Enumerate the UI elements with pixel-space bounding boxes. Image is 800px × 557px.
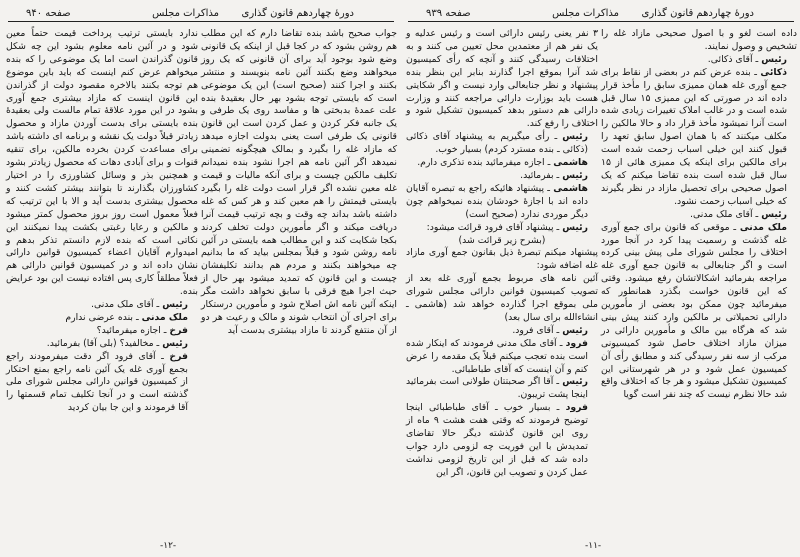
paragraph-text: بنده عرض کنم در بعضی از نقاط برای جمع آوری غله همان ممیزی سابق را مأخذ قرار داده اند در صورتی که این ممیزی ۱۵ سال قبل شده است و در غالب املاک تغییرات زیادی شده است آنرا نمیشود مأخذ قرار داد و حالا مالکین را مکلف میکنند که با همان اصول سابق تعهد را قبول کنند این خیلی اسباب زحمت شده است برای مالکین برای اینکه یک ممیزی هائی از ۱۵ سال قبل شده است بنده تقاضا میکنم که یک اصول صحیحی برای تحصیل مازاد در نظر بگیرند که خیلی اسباب زحمت نشود. bbox=[601, 66, 787, 207]
paragraph: رئیس ـ آقا اگر صحبتتان طولانی است بفرمائید اینجا پشت تریبون. bbox=[406, 376, 588, 401]
paragraph bbox=[601, 28, 797, 54]
paragraph bbox=[406, 28, 598, 131]
footer-page-number: -۱۲- bbox=[160, 541, 177, 551]
paragraph: ملک مدنی ـ بنده عرضی ندارم bbox=[65, 311, 188, 323]
footer-page-number: -۱۱- bbox=[585, 541, 602, 551]
header-session-title: دورهٔ چهاردهم قانون گذاری bbox=[241, 8, 354, 19]
speaker-name: رئیس bbox=[761, 208, 787, 220]
paragraph: فرود ـ بسیار خوب ـ آقای طباطبائی اینجا توضیح فرمودند که وقتی هفت هشت ۹ ماه از روی این قانون گذشته دیگر حالا تقاضای تمدیدش با این فوریت چه لزومی دارد جواب داده شد که قبل از این تاریخ لزومی نداشت عمل کردن و تصویب این قانون، اگر این bbox=[406, 402, 588, 478]
speaker-name: هاشمی bbox=[553, 182, 588, 194]
paragraph-text: مخالفید؟ (بلی آقا) بفرمائید. bbox=[46, 337, 154, 349]
speaker-name: ملک مدنی bbox=[141, 311, 188, 323]
header-center-title: مذاکرات مجلس bbox=[152, 8, 219, 19]
speaker-name: رئیس bbox=[562, 131, 589, 143]
paragraph: فرخ ـ آقای فرود اگر دقت میفرمودند راجع بجمع آوری غله یک آئین نامه راجع بمنع احتکار از کمیسیون قوانین دارائی مجلس شورای ملی گذشته است و در آنجا تکلیف تمام قسمتها را آقا فرمودند و این جا بیان کردید bbox=[6, 350, 188, 414]
paragraph: رئیس ـ رأی میگیریم به پیشنهاد آقای ذکائی (ذکائی ـ بنده مسترد کردم) بسیار خوب. bbox=[406, 131, 589, 156]
speaker-name: رئیس bbox=[562, 221, 588, 233]
paragraph-text: ندارد بایستی ترتیب پرداخت قیمت حتماً معین شود و در آئین نامه معلوم بشود این چه شکل قانون گذراندن است اما یک موضوعی را که بنده میخواهم عرض کنم اینست که باید باین موضوع هم توجه بکنند بالاخره مقصود دولت از گذراندن این قانون اینست که مازاد بیشتری جمع آوری بشود در این مورد علاقهٔ تمام مالست ولی بعقیدهٔ بنده بایستی برای بدست آوردن مازاد و محصول زیادتر قبلاً دولت یک نقشه و برنامه ای داشته باشد برای مساعدت کردن بخرده مالکین، برای تنقیه قنوات و برای آبادی دهات که محصول زیادتر بشود و همچنین بذر و وسائل کشاورزی را در اختیار کشاورزان بگذارند تا بتوانند بیشتر کشت کنند و محصول بیشتری بدست آید و الا با این ترتیب که فعلاً معمول است روز بروز محصول کمتر میشود و مالکین و رعایا رغبتی بکشت پیدا نمیکنند این نکاتی است که بنده لازم دانستم تذکر بدهم و امیدوارم آقایان اعضاء کمیسیون قوانین دارائی نشان داده اند و در کمیسیون قوانین دارائی هم فعلاً مطلقاً کاری پس افتاده نیست این بود عرایض بنده. bbox=[6, 28, 198, 298]
speaker-name: هاشمی bbox=[553, 157, 588, 169]
text-column-right bbox=[201, 28, 397, 338]
right-page bbox=[400, 0, 800, 557]
paragraph-text: جواب صحیح باشد بنده تقاضا دارم که این مطلب هم روشن بشود که در کجا قبل از اینکه یک قانونی وضع شود بوجود آید برای آن قانونی که یک روز میخواهند وضع بکنند آئین نامه بنویسند و منتشر بکنند و اجرا کنند (صحیح است) این یک موضوعی است که بایستی توجه بشود بهر حال بعقیدهٔ بنده علت عمدهٔ بدبختی ها و مفاسد روی یک طرفی و یک جانبه فکر کردن و عمل کردن است این قانون قانونی یک طرفی است یعنی بدولت اجازه میدهد که مازاد غله را بگیرد و بمالک هیچگونه تضمینی نمیدهد اگر آئین نامه هم اجرا نشود بنده نمیدانم تکلیف مالکین چیست و برای آنکه مالیات و قیمت غله معین نشده اگر قرار است دولت غله را بگیرد بایستی قیمتش را هم معین کند و هر کس که غله داشته باشد بداند چه وقت و بچه ترتیب قیمت آنرا دریافت میکند و اگر مأمورین دولت تخلف کردند بکجا شکایت کند و این مطالب همه بایستی در آئین نامه روشن شود و قبلاً بمجلس بیاید که ما بدانیم چه میخواهند بکنند و مردم هم بدانند تکلیفشان چیست و این قانون که تمدید میشود بهر حال از حیث اجرا هیچ فرقی با سابق نخواهد داشت مگر اینکه آئین نامه اش اصلاح شود و مأمورین درستکار برای اجرای آن انتخاب شوند و مالک و رعیت هر دو از آن منتفع گردند تا مازاد بیشتری بدست آید bbox=[201, 28, 397, 336]
paragraph bbox=[201, 28, 397, 338]
paragraph: رئیس ـ آقای ملک مدنی. bbox=[690, 208, 787, 220]
paragraph: فرود ـ آقای ملک مدنی فرمودند که اینکار شده است بنده تعجب میکنم قبلاً یک مقدمه را عرض کنم و آن اینست که آقای طباطبائی. bbox=[406, 337, 588, 375]
header-session-title: دورهٔ چهاردهم قانون گذاری bbox=[641, 8, 754, 19]
text-column-left bbox=[6, 28, 198, 415]
speaker-name: فرخ bbox=[169, 324, 188, 336]
paragraph: رئیس ـ آقای فرود. bbox=[512, 324, 588, 336]
text-column-left bbox=[406, 28, 598, 480]
header-page-number: صفحه ۹۴۰ bbox=[26, 8, 71, 19]
paragraph-text: اجازه میفرمائید؟ bbox=[96, 324, 161, 336]
paragraph-text: بفرمائید. bbox=[520, 169, 554, 181]
paragraph bbox=[406, 273, 598, 325]
paragraph: ملک مدنی ـ موقعی که قانون برای جمع آوری غله گذشت و رسمیت پیدا کرد در آنجا مورد اختلاف را مجلس شورای ملی پیش بینی کرده است و اگر جنابعالی به قانون جمع آوری غله مراجعه بفرمائید اشکالاتشان رفع میشود. وقتی که این قانون خواست بگذرد همانطور که میفرمائید چون ممکن بود بعضی از مأمورین دارائی تحمیلاتی بر مالکین وارد کنند پیش بینی شد که هرگاه بین مالک و مأمورین دارائی در میزان مازاد اختلاف حاصل شود کمیسیونی مرکب از سه نفر رسیدگی کند و مطابق رأی آن کمیسیون عمل شود و در هر شهرستانی این کمیسیون تشکیل میشود و هر جا که اختلاف واقع شد حالا نظرم نیست که چند نفر است گویا bbox=[601, 221, 787, 401]
page-header bbox=[8, 5, 394, 22]
paragraph-text: پیشنهاد هائیکه راجع به تبصره آقایان داده اند با اجازهٔ خودشان بنده نمیخواهم چون دیگر موردی ندارد (صحیح است) bbox=[406, 182, 588, 220]
paragraph-text: آقای ملک مدنی. bbox=[91, 299, 154, 311]
speaker-name: ملک مدنی bbox=[739, 221, 787, 233]
paragraph-text: آقای ذکائی. bbox=[707, 53, 753, 65]
paragraph bbox=[406, 235, 598, 248]
speaker-name: فرخ bbox=[169, 350, 188, 362]
paragraph-text: (بشرح زیر قرائت شد) bbox=[458, 234, 546, 246]
paragraph bbox=[406, 247, 598, 273]
text-column-right bbox=[601, 28, 797, 402]
paragraph: رئیس ـ آقای ملک مدنی. bbox=[91, 299, 188, 311]
paragraph: رئیس ـ پیشنهاد آقای فرود قرائت میشود: bbox=[426, 221, 588, 233]
paragraph bbox=[6, 28, 198, 299]
speaker-name: رئیس bbox=[562, 169, 588, 181]
paragraph: رئیس ـ مخالفید؟ (بلی آقا) بفرمائید. bbox=[46, 337, 188, 349]
paragraph-text: اجازه میفرمائید بنده تذکری دارم. bbox=[417, 157, 545, 169]
paragraph-text: پیشنهاد آقای فرود قرائت میشود: bbox=[426, 221, 554, 233]
speaker-name: رئیس bbox=[162, 299, 188, 311]
paragraph-text: بنده عرضی ندارم bbox=[65, 311, 134, 323]
speaker-name: رئیس bbox=[562, 376, 588, 388]
paragraph-text: داده است لغو و با اصول صحیحی مازاد غله را تشخیص و وصول نمایند. bbox=[601, 28, 797, 52]
speaker-name: رئیس bbox=[562, 324, 588, 336]
speaker-name: رئیس bbox=[162, 337, 188, 349]
paragraph-text: ۳ نفر یعنی رئیس دارائی است و رئیس عدلیه و یک نفر هم از معتمدین محل تعیین می کنند و به اختلافات رسیدگی کنند و آنچه که رأی کمیسیون شد آنرا بموقع اجرا گذارند بنابر این بنظر بنده پیشنهاد و نظر جنابعالی وارد نیست و اگر شکایتی هست باید بوزارت دارائی مراجعه کنند و وزارت دارائی هم دستور بدهد کمیسیون تشکیل شود و اختلاف را رفع کند. bbox=[406, 28, 598, 130]
speaker-name: فرود bbox=[565, 402, 588, 414]
paragraph-text: پیشنهاد میکنم تبصرهٔ ذیل بقانون جمع آوری مازاد غله اضافه شود: bbox=[406, 247, 598, 272]
paragraph: هاشمی ـ اجازه میفرمائید بنده تذکری دارم. bbox=[417, 157, 588, 169]
paragraph-text: رأی میگیریم به پیشنهاد آقای ذکائی (ذکائی ـ بنده مسترد کردم) بسیار خوب. bbox=[406, 131, 588, 156]
paragraph-text: آقای ملک مدنی. bbox=[690, 208, 753, 220]
header-page-number: صفحه ۹۳۹ bbox=[426, 8, 471, 19]
paragraph: رئیس ـ آقای ذکائی. bbox=[707, 53, 787, 65]
paragraph: هاشمی ـ پیشنهاد هائیکه راجع به تبصره آقایان داده اند با اجازهٔ خودشان بنده نمیخواهم چون دیگر موردی ندارد (صحیح است) bbox=[406, 182, 588, 220]
speaker-name: ذکائی bbox=[760, 66, 787, 78]
paragraph: ذکائی ـ بنده عرض کنم در بعضی از نقاط برای جمع آوری غله همان ممیزی سابق را مأخذ قرار داده اند در صورتی که این ممیزی ۱۵ سال قبل شده است و در غالب املاک تغییرات زیادی شده است آنرا نمیشود مأخذ قرار داد و حالا مالکین را مکلف میکنند که با همان اصول سابق تعهد را قبول کنند این خیلی اسباب زحمت شده است برای مالکین برای اینکه یک ممیزی هائی از ۱۵ سال قبل شده است بنده تقاضا میکنم که یک اصول صحیحی برای تحصیل مازاد در نظر بگیرند که خیلی اسباب زحمت نشود. bbox=[601, 66, 787, 207]
paragraph: فرخ ـ اجازه میفرمائید؟ bbox=[96, 324, 188, 336]
paragraph-text: آئین نامه های مربوط بجمع آوری غله بعد از تصویب کمیسیون قوانین دارائی مجلس شورای ملی بموقع اجرا گذارده خواهد شد (هاشمی ـ انشاءالله برای سال بعد) bbox=[406, 273, 598, 323]
paragraph-text: آقای فرود. bbox=[512, 324, 554, 336]
paragraph-text: آقا اگر صحبتتان طولانی است بفرمائید اینجا پشت تریبون. bbox=[406, 376, 588, 401]
speaker-name: فرود bbox=[565, 337, 588, 349]
header-center-title: مذاکرات مجلس bbox=[552, 8, 619, 19]
paragraph-text: بسیار خوب ـ آقای طباطبائی اینجا توضیح فرمودند که وقتی هفت هشت ۹ ماه از روی این قانون گذشته دیگر حالا تقاضای تمدیدش با این فوریت چه لزومی دارد جواب داده شد که قبل از این تاریخ لزومی نداشت عمل کردن و تصویب این قانون، اگر این bbox=[406, 402, 588, 478]
paragraph-text: موقعی که قانون برای جمع آوری غله گذشت و رسمیت پیدا کرد در آنجا مورد اختلاف را مجلس شورای ملی پیش بینی کرده است و اگر جنابعالی به قانون جمع آوری غله مراجعه بفرمائید اشکالاتشان رفع میشود. وقتی که این قانون خواست بگذرد همانطور که میفرمائید چون ممکن بود بعضی از مأمورین دارائی تحمیلاتی بر مالکین وارد کنند پیش بینی شد که هرگاه بین مالک و مأمورین دارائی در میزان مازاد اختلاف حاصل شود کمیسیونی مرکب از سه نفر رسیدگی کند و مطابق رأی آن کمیسیون عمل شود و در هر شهرستانی این کمیسیون تشکیل میشود و هر جا که اختلاف واقع شد حالا نظرم نیست که چند نفر است گویا bbox=[601, 221, 787, 401]
paragraph-text: آقای فرود اگر دقت میفرمودند راجع بجمع آوری غله یک آئین نامه راجع بمنع احتکار از کمیسیون قوانین دارائی مجلس شورای ملی گذشته است و در آنجا تکلیف تمام قسمتها را آقا فرمودند و این جا بیان کردید bbox=[6, 350, 188, 414]
page-header bbox=[408, 5, 794, 22]
paragraph: رئیس ـ بفرمائید. bbox=[520, 169, 588, 181]
speaker-name: رئیس bbox=[761, 53, 787, 65]
paragraph-text: آقای ملک مدنی فرمودند که اینکار شده است بنده تعجب میکنم قبلاً یک مقدمه را عرض کنم و آن اینست که آقای طباطبائی. bbox=[406, 337, 588, 375]
